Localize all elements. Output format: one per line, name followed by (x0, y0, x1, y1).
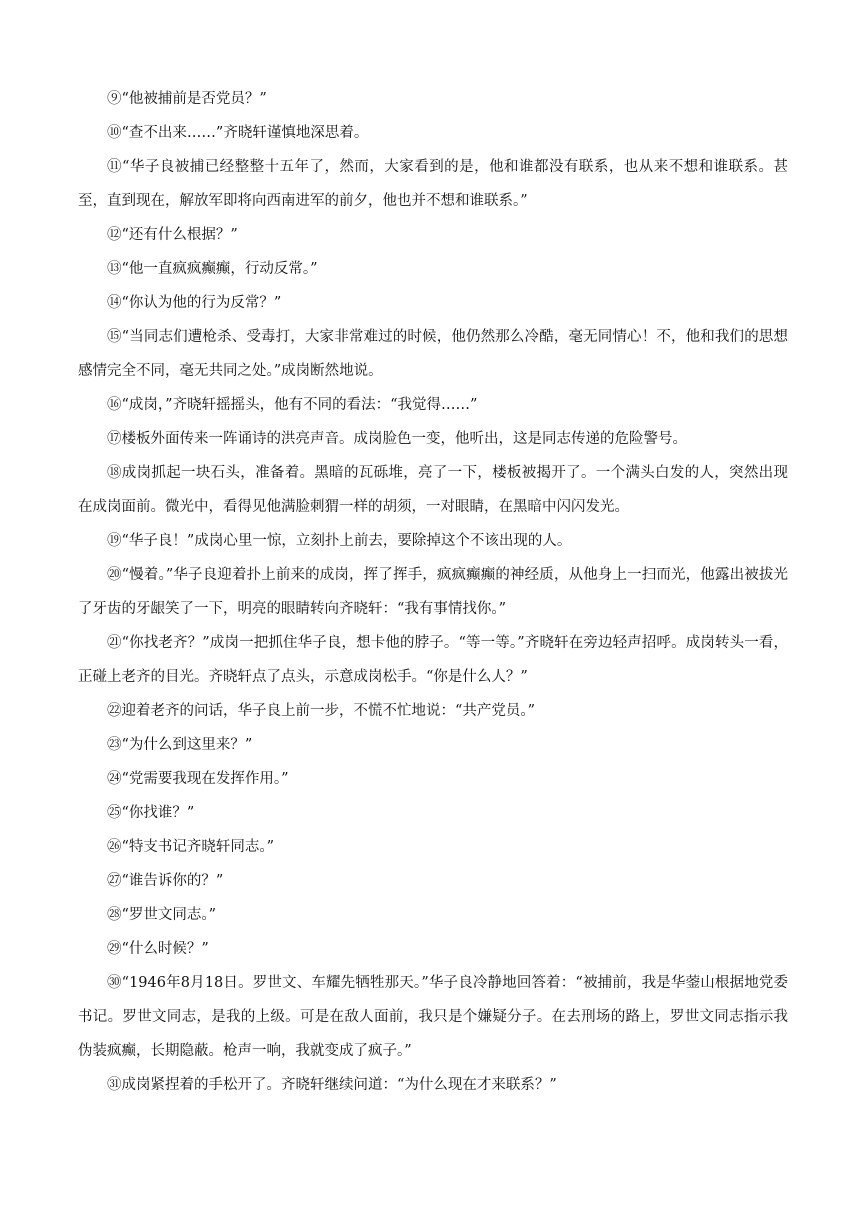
paragraph-25: ㉕“你找谁？” (107, 805, 195, 821)
paragraph-16: ⑯“成岗，”齐晓轩摇摇头，他有不同的看法：“我觉得……” (107, 397, 478, 413)
document-page (78, 82, 788, 1102)
paragraph-24: ㉔“党需要我现在发挥作用。” (107, 771, 289, 787)
paragraph-28: ㉘“罗世文同志。” (107, 907, 217, 923)
paragraph-22: ㉒迎着老齐的问话，华子良上前一步，不慌不忙地说：“共产党员。” (107, 703, 536, 719)
paragraph-13: ⑬“他一直疯疯癫癫，行动反常。” (107, 261, 318, 277)
paragraph-21: ㉑“你找老齐？”成岗一把抓住华子良，想卡他的脖子。“等一等。”齐晓轩在旁边轻声招呼。成岗转头一看，正碰上老齐的目光。齐晓轩点了点头，示意成岗松手。“你是什么人？” (78, 635, 788, 685)
paragraph-20: ⑳“慢着。”华子良迎着扑上前来的成岗，挥了挥手，疯疯癫癫的神经质，从他身上一扫而光，他露出被拔光了牙齿的牙龈笑了一下，明亮的眼睛转向齐晓轩：“我有事情找你。” (78, 567, 788, 617)
paragraph-10: ⑩“查不出来……”齐晓轩谨慎地深思着。 (107, 125, 369, 141)
paragraph-29: ㉙“什么时候？” (107, 941, 209, 957)
paragraph-27: ㉗“谁告诉你的？” (107, 873, 224, 889)
paragraph-9: ⑨“他被捕前是否党员？” (107, 91, 267, 107)
paragraph-15: ⑮“当同志们遭枪杀、受毒打，大家非常难过的时候，他仍然那么冷酷，毫无同情心！不，他和我们的思想感情完全不同，毫无共同之处。”成岗断然地说。 (78, 329, 788, 379)
paragraph-18: ⑱成岗抓起一块石头，准备着。黑暗的瓦砾堆，亮了一下，楼板被揭开了。一个满头白发的人，突然出现在成岗面前。微光中，看得见他满脸刺猬一样的胡须，一对眼睛，在黑暗中闪闪发光。 (78, 465, 788, 515)
paragraph-31: ㉛成岗紧捏着的手松开了。齐晓轩继续问道：“为什么现在才来联系？” (107, 1077, 557, 1093)
paragraph-17: ⑰楼板外面传来一阵诵诗的洪亮声音。成岗脸色一变，他听出，这是同志传递的危险警号。 (107, 431, 687, 447)
paragraph-23: ㉓“为什么到这里来？” (107, 737, 253, 753)
paragraph-19: ⑲“华子良！”成岗心里一惊，立刻扑上前去，要除掉这个不该出现的人。 (107, 533, 572, 549)
paragraph-30: ㉚“1946年8月18日。罗世文、车耀先牺牲那天。”华子良冷静地回答着：“被捕前，我是华蓥山根据地党委书记。罗世文同志，是我的上级。可是在敌人面前，我只是个嫌疑分子。在去刑场的路上，罗世文同志指示我伪装疯癫，长期隐蔽。枪声一响，我就变成了疯子。” (78, 975, 788, 1059)
paragraph-11: ⑪“华子良被捕已经整整十五年了，然而，大家看到的是，他和谁都没有联系，也从来不想和谁联系。甚至，直到现在，解放军即将向西南进军的前夕，他也并不想和谁联系。” (78, 159, 788, 209)
paragraph-26: ㉖“特支书记齐晓轩同志。” (107, 839, 275, 855)
paragraph-12: ⑫“还有什么根据？” (107, 227, 238, 243)
paragraph-14: ⑭“你认为他的行为反常？” (107, 295, 282, 311)
